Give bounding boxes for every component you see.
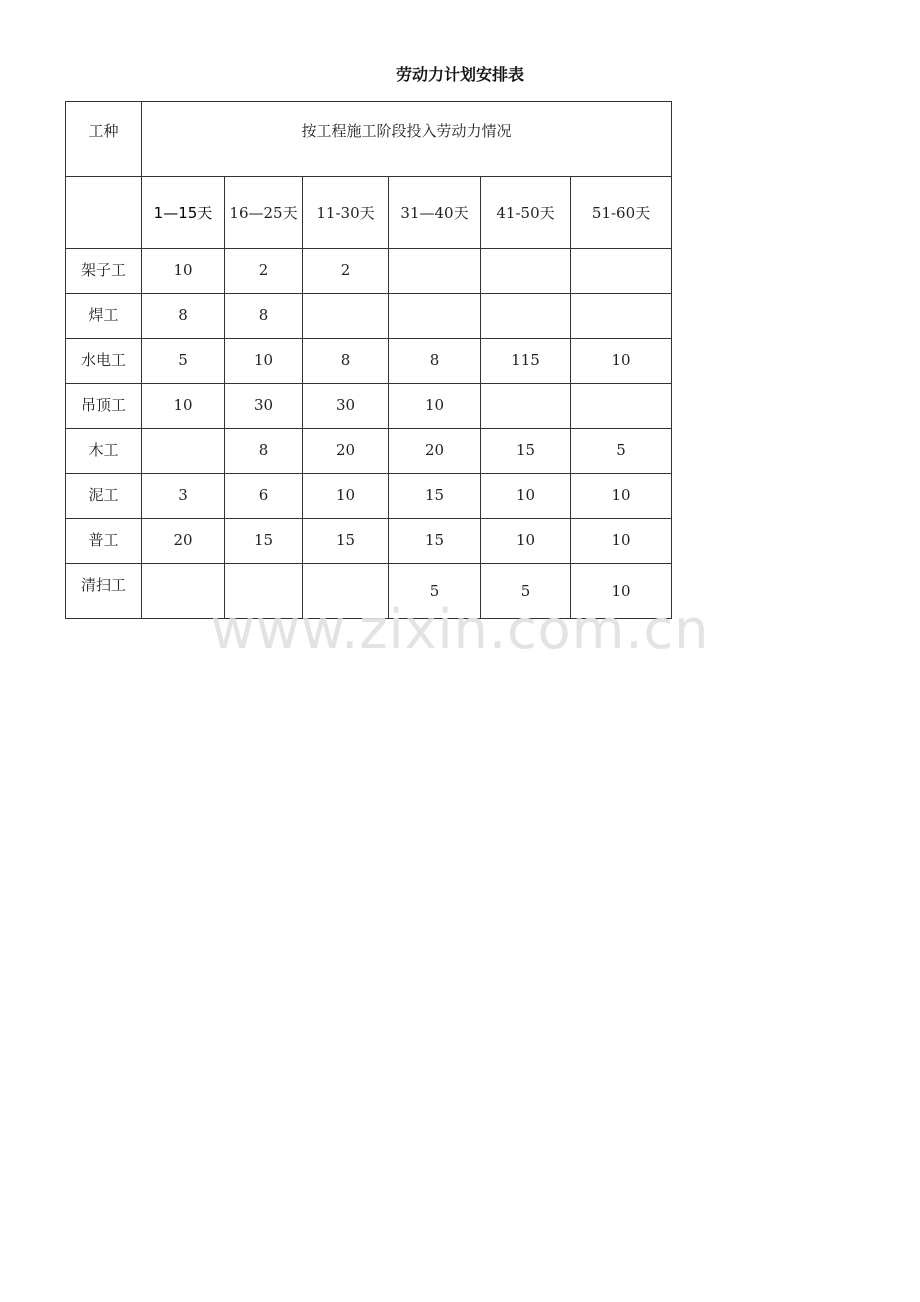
value-cell: 10 — [571, 339, 672, 384]
value-cell: 8 — [389, 339, 481, 384]
value-cell: 15 — [303, 519, 389, 564]
period-header — [225, 177, 303, 249]
value-cell: 15 — [481, 429, 571, 474]
table-row — [66, 474, 672, 519]
trade-type-header: 工种 — [66, 102, 142, 177]
value-cell — [142, 429, 225, 474]
value-cell — [389, 249, 481, 294]
value-cell: 2 — [303, 249, 389, 294]
period-header — [571, 177, 672, 249]
value-cell — [389, 294, 481, 339]
period-label: 11-30天 — [316, 203, 375, 222]
value-cell: 10 — [303, 474, 389, 519]
value-cell: 5 — [142, 339, 225, 384]
trade-name-cell: 架子工 — [66, 249, 142, 294]
value-cell — [571, 294, 672, 339]
value-cell: 15 — [389, 519, 481, 564]
value-cell — [303, 294, 389, 339]
value-cell: 8 — [225, 429, 303, 474]
value-cell: 10 — [571, 564, 672, 619]
labor-plan-table — [65, 101, 672, 619]
table-row — [66, 294, 672, 339]
value-cell — [481, 384, 571, 429]
value-cell: 115 — [481, 339, 571, 384]
period-label: 41-50天 — [496, 203, 555, 222]
value-cell: 10 — [571, 474, 672, 519]
value-cell: 8 — [303, 339, 389, 384]
document-title: 劳动力计划安排表 — [395, 65, 524, 84]
value-cell: 30 — [303, 384, 389, 429]
table-row — [66, 519, 672, 564]
value-cell — [571, 384, 672, 429]
value-cell — [481, 294, 571, 339]
trade-name-cell: 水电工 — [66, 339, 142, 384]
value-cell: 8 — [142, 294, 225, 339]
value-cell: 5 — [389, 564, 481, 619]
period-header — [303, 177, 389, 249]
value-cell: 30 — [225, 384, 303, 429]
value-cell: 10 — [481, 474, 571, 519]
period-label: 51-60天 — [591, 203, 651, 222]
value-cell — [481, 249, 571, 294]
period-header — [142, 177, 225, 249]
value-cell — [303, 564, 389, 619]
watermark: www.zixin.com.cn — [210, 598, 710, 661]
value-cell: 20 — [303, 429, 389, 474]
table-header-row — [66, 102, 672, 177]
value-cell: 5 — [571, 429, 672, 474]
table-row — [66, 339, 672, 384]
trade-name-cell: 焊工 — [66, 294, 142, 339]
period-header — [389, 177, 481, 249]
value-cell: 10 — [225, 339, 303, 384]
value-cell: 10 — [389, 384, 481, 429]
value-cell: 3 — [142, 474, 225, 519]
period-label: 1—15天 — [153, 203, 213, 222]
value-cell: 10 — [142, 249, 225, 294]
table-row — [66, 429, 672, 474]
value-cell: 20 — [142, 519, 225, 564]
period-header-row — [66, 177, 672, 249]
period-label: 31—40天 — [400, 203, 469, 222]
value-cell: 15 — [225, 519, 303, 564]
value-cell: 15 — [389, 474, 481, 519]
stage-labor-header: 按工程施工阶段投入劳动力情况 — [142, 102, 672, 177]
value-cell: 10 — [142, 384, 225, 429]
trade-name-cell: 泥工 — [66, 474, 142, 519]
trade-name-cell: 木工 — [66, 429, 142, 474]
value-cell: 8 — [225, 294, 303, 339]
trade-name-cell: 清扫工 — [66, 564, 142, 619]
value-cell: 10 — [571, 519, 672, 564]
table-row — [66, 384, 672, 429]
period-header — [481, 177, 571, 249]
value-cell: 20 — [389, 429, 481, 474]
trade-name-cell: 吊顶工 — [66, 384, 142, 429]
value-cell: 5 — [481, 564, 571, 619]
value-cell: 10 — [481, 519, 571, 564]
value-cell: 2 — [225, 249, 303, 294]
value-cell — [571, 249, 672, 294]
table-row — [66, 249, 672, 294]
value-cell — [225, 564, 303, 619]
value-cell: 6 — [225, 474, 303, 519]
trade-name-cell: 普工 — [66, 519, 142, 564]
value-cell — [142, 564, 225, 619]
period-label: 16—25天 — [229, 203, 298, 222]
table-row — [66, 564, 672, 619]
empty-corner-cell — [66, 177, 142, 249]
